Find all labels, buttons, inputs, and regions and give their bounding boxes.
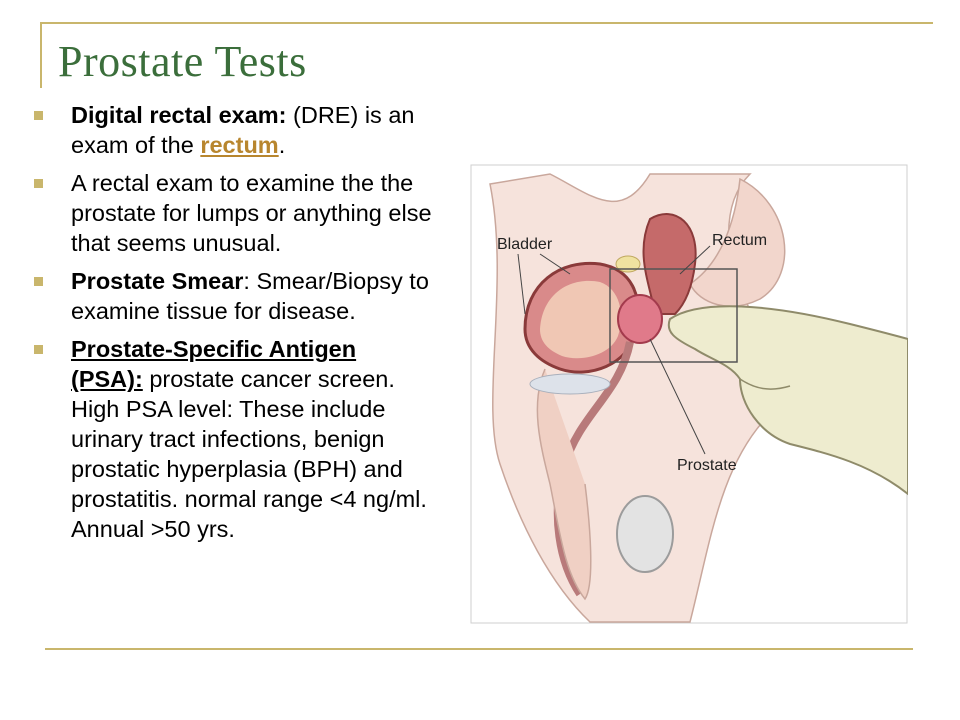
pubic-bone-shape — [530, 374, 610, 394]
bullet-dre-heading: Digital rectal exam: — [71, 102, 287, 128]
rectum-link[interactable]: rectum — [200, 132, 279, 158]
bottom-rule — [45, 648, 913, 650]
bullet-square-icon — [34, 111, 43, 120]
bullet-rectal-exam-text: A rectal exam to examine the the prostate for lumps or anything else that seems unusual. — [71, 170, 432, 256]
label-bladder: Bladder — [497, 236, 553, 253]
top-rule — [40, 22, 933, 24]
bullet-smear-text: : Smear/Biopsy to examine tissue for disease. — [71, 268, 429, 324]
testicle-shape — [617, 496, 673, 572]
bullet-list — [34, 100, 434, 552]
bullet-psa — [34, 334, 434, 544]
bullet-square-icon — [34, 179, 43, 188]
prostate-shape — [618, 295, 662, 343]
bullet-square-icon — [34, 277, 43, 286]
left-rule — [40, 22, 42, 88]
bullet-prostate-smear — [34, 266, 434, 326]
bullet-psa-text: prostate cancer screen. High PSA level: These include urinary tract infections, benign prostatic hyperplasia (BPH) and prostatitis. normal range <4 ng/ml. Annual >50 yrs. — [71, 366, 427, 542]
bullet-psa-heading: Prostate-Specific Antigen (PSA): — [71, 336, 357, 392]
label-rectum: Rectum — [712, 232, 768, 249]
bullet-dre-text: (DRE) is an exam of the — [71, 102, 415, 158]
slide-title: Prostate Tests — [58, 37, 307, 86]
bullet-dre-period: . — [278, 132, 286, 158]
bullet-smear-heading: Prostate Smear — [71, 268, 244, 294]
bullet-rectal-exam — [34, 168, 434, 258]
bullet-square-icon — [34, 345, 43, 354]
anatomy-drawing — [470, 164, 908, 624]
label-prostate: Prostate — [677, 457, 737, 474]
prostate-anatomy-illustration — [470, 164, 908, 624]
bullet-dre — [34, 100, 434, 160]
